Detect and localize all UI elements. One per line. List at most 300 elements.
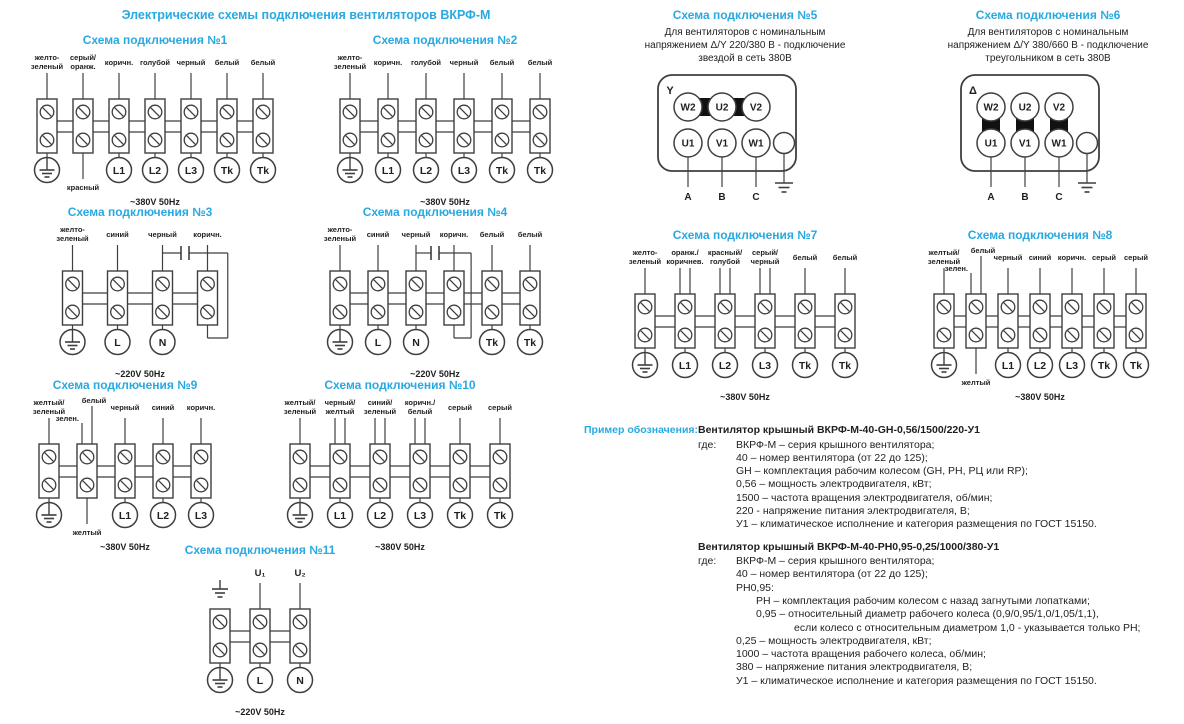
- example-where-label: где:: [698, 438, 717, 451]
- svg-text:L3: L3: [184, 164, 198, 177]
- screw-terminal-icon: [112, 133, 126, 147]
- terminal-column: [629, 248, 662, 378]
- screw-terminal-icon: [201, 277, 215, 291]
- example-entry: [698, 541, 1182, 688]
- screw-terminal-icon: [253, 643, 267, 657]
- svg-text:L1: L1: [1001, 359, 1015, 372]
- screw-terminal-icon: [485, 277, 499, 291]
- terminal-column: [56, 225, 89, 355]
- scheme-4: [310, 205, 560, 383]
- screw-terminal-icon: [485, 305, 499, 319]
- example-line: РН0,95:: [736, 581, 774, 594]
- protective-earth-icon: [37, 503, 62, 528]
- protective-earth-icon: [328, 330, 353, 355]
- scheme-description-line: Для вентиляторов с номинальным: [967, 27, 1129, 38]
- terminal-column: [208, 580, 233, 693]
- svg-text:зеленый: зеленый: [30, 62, 64, 71]
- svg-text:зеленый: зеленый: [283, 407, 317, 416]
- screw-terminal-icon: [293, 643, 307, 657]
- screw-terminal-icon: [969, 300, 983, 314]
- svg-text:Tk: Tk: [493, 509, 507, 522]
- svg-text:Tk: Tk: [453, 509, 467, 522]
- screw-terminal-icon: [937, 300, 951, 314]
- example-where-label: где:: [698, 555, 717, 568]
- example-line: где: ВКРФ-М – серия крышного вентилятора;: [698, 438, 935, 451]
- terminal-column: [111, 403, 140, 528]
- svg-text:~220V 50Hz: ~220V 50Hz: [235, 707, 285, 717]
- svg-text:B: B: [718, 192, 726, 203]
- terminal-column: [490, 58, 515, 183]
- screw-terminal-icon: [457, 105, 471, 119]
- terminal-column: [187, 403, 215, 528]
- terminal-column: [528, 58, 553, 183]
- svg-text:желто-: желто-: [327, 225, 353, 234]
- svg-text:черный: черный: [993, 253, 1023, 262]
- svg-text:L3: L3: [413, 509, 427, 522]
- screw-terminal-icon: [413, 450, 427, 464]
- terminal-column: [193, 230, 221, 325]
- svg-text:оранж./: оранж./: [671, 248, 699, 257]
- svg-text:голубой: голубой: [709, 257, 741, 266]
- svg-text:зеленый: зеленый: [927, 257, 961, 266]
- screw-terminal-icon: [1065, 300, 1079, 314]
- scheme-1-diagram: [15, 51, 295, 211]
- example-line: 40 – номер вентилятора (от 22 до 125);: [736, 451, 928, 464]
- scheme-4-diagram: [310, 223, 560, 383]
- svg-text:черный: черный: [176, 58, 206, 67]
- page-title: Электрические схемы подключения вентиляторов ВКРФ-М: [121, 8, 491, 22]
- svg-text:синий: синий: [1028, 253, 1052, 262]
- screw-terminal-icon: [80, 478, 94, 492]
- screw-terminal-icon: [333, 305, 347, 319]
- screw-terminal-icon: [373, 450, 387, 464]
- scheme-2: [320, 33, 570, 211]
- svg-text:L1: L1: [381, 164, 395, 177]
- screw-terminal-icon: [409, 277, 423, 291]
- svg-text:коричн./: коричн./: [404, 398, 436, 407]
- svg-text:белый: белый: [517, 230, 543, 239]
- svg-text:L2: L2: [419, 164, 433, 177]
- svg-text:белый: белый: [81, 396, 107, 405]
- scheme-5-svg: [646, 69, 821, 211]
- scheme-11-title: Схема подключения №11: [184, 543, 336, 557]
- terminal-column: [374, 58, 402, 183]
- svg-text:синий: синий: [366, 230, 390, 239]
- screw-terminal-icon: [838, 300, 852, 314]
- terminal-column: [480, 230, 505, 355]
- example-line: 0,25 – мощность электродвигателя, кВт;: [736, 634, 932, 647]
- earth-ground-icon: [775, 183, 793, 192]
- screw-terminal-icon: [66, 305, 80, 319]
- screw-terminal-icon: [838, 328, 852, 342]
- terminal-column: [151, 403, 176, 528]
- svg-text:U2: U2: [715, 102, 729, 114]
- svg-text:Tk: Tk: [1097, 359, 1111, 372]
- screw-terminal-icon: [42, 450, 56, 464]
- svg-text:белый: белый: [489, 58, 515, 67]
- screw-terminal-icon: [798, 328, 812, 342]
- terminal-column: [666, 248, 703, 378]
- svg-text:серый: серый: [1092, 253, 1116, 262]
- svg-text:зеленый: зеленый: [323, 234, 357, 243]
- screw-terminal-icon: [798, 300, 812, 314]
- svg-text:Tk: Tk: [523, 336, 537, 349]
- svg-text:L3: L3: [194, 509, 208, 522]
- svg-text:~380V 50Hz: ~380V 50Hz: [420, 197, 470, 207]
- capacitor-symbol: [416, 246, 471, 260]
- terminal-column: [440, 230, 468, 325]
- svg-text:N: N: [296, 674, 304, 687]
- example-line: GH – комплектация рабочим колесом (GH, PH, РЦ или RP);: [736, 465, 1028, 478]
- svg-text:белый: белый: [970, 246, 996, 255]
- screw-terminal-icon: [156, 305, 170, 319]
- example-line: если колесо с относительным диаметром 1,0 - указывается только РН;: [794, 621, 1141, 634]
- example-line: 380 – напряжение питания электродвигателя, В;: [736, 661, 973, 674]
- screw-terminal-icon: [184, 105, 198, 119]
- svg-text:L2: L2: [373, 509, 387, 522]
- svg-text:синий: синий: [106, 230, 129, 239]
- screw-terminal-icon: [758, 328, 772, 342]
- scheme-9: [20, 378, 230, 556]
- svg-text:оранж.: оранж.: [70, 62, 96, 71]
- scheme-8-diagram: [915, 246, 1165, 406]
- screw-terminal-icon: [419, 133, 433, 147]
- terminal-column: [708, 248, 743, 378]
- terminal-column: [1058, 253, 1086, 378]
- svg-text:W2: W2: [680, 102, 696, 114]
- screw-terminal-icon: [638, 328, 652, 342]
- protective-earth-icon: [633, 353, 658, 378]
- screw-terminal-icon: [493, 478, 507, 492]
- screw-terminal-icon: [419, 105, 433, 119]
- screw-terminal-icon: [220, 105, 234, 119]
- svg-text:зелен.: зелен.: [55, 414, 79, 423]
- neutral-terminal: [774, 133, 795, 154]
- screw-terminal-icon: [66, 277, 80, 291]
- screw-terminal-icon: [758, 300, 772, 314]
- scheme-7-diagram: [615, 246, 875, 406]
- terminal-column: [334, 53, 367, 183]
- svg-text:коричн.: коричн.: [186, 403, 216, 412]
- screw-terminal-icon: [718, 328, 732, 342]
- scheme-10-svg: [270, 396, 530, 556]
- scheme-6-diagram: [915, 69, 1181, 211]
- screw-terminal-icon: [413, 478, 427, 492]
- svg-text:серый/: серый/: [69, 53, 97, 62]
- scheme-5-title: Схема подключения №5: [672, 8, 818, 22]
- terminal-column: [518, 230, 543, 355]
- terminal-column: [366, 230, 391, 355]
- svg-text:черный: черный: [110, 403, 140, 412]
- svg-text:Tk: Tk: [495, 164, 509, 177]
- screw-terminal-icon: [156, 277, 170, 291]
- svg-text:L: L: [374, 336, 382, 349]
- terminal-column: [405, 398, 436, 528]
- terminal-column: [324, 225, 357, 355]
- designation-example: [584, 424, 1182, 688]
- svg-text:белый: белый: [479, 230, 505, 239]
- screw-terminal-icon: [76, 105, 90, 119]
- example-line: 1000 – частота вращения рабочего колеса, об/мин;: [736, 648, 986, 661]
- terminal-column: [833, 253, 858, 378]
- svg-text:Y: Y: [666, 85, 674, 97]
- svg-text:V2: V2: [749, 102, 763, 114]
- svg-text:B: B: [1021, 192, 1029, 203]
- screw-terminal-icon: [1097, 300, 1111, 314]
- scheme-description-line: треугольником в сеть 380В: [985, 53, 1111, 64]
- svg-text:W2: W2: [983, 102, 999, 114]
- screw-terminal-icon: [213, 643, 227, 657]
- scheme-7-svg: [615, 246, 875, 406]
- protective-earth-icon: [35, 158, 60, 183]
- terminal-column: [450, 58, 479, 183]
- svg-text:Tk: Tk: [533, 164, 547, 177]
- screw-terminal-icon: [495, 105, 509, 119]
- scheme-2-title: Схема подключения №2: [372, 33, 518, 47]
- svg-text:C: C: [752, 192, 760, 203]
- scheme-5-diagram: [612, 69, 878, 211]
- example-line: У1 – климатическое исполнение и категория размещения по ГОСТ 15150.: [736, 674, 1097, 687]
- scheme-5: [612, 8, 878, 211]
- svg-text:L1: L1: [678, 359, 692, 372]
- protective-earth-icon: [288, 503, 313, 528]
- svg-text:Tk: Tk: [256, 164, 270, 177]
- scheme-7: [615, 228, 875, 406]
- svg-text:~220V 50Hz: ~220V 50Hz: [410, 369, 460, 379]
- svg-text:черный: черный: [750, 257, 780, 266]
- terminal-column: [148, 230, 177, 355]
- screw-terminal-icon: [371, 305, 385, 319]
- scheme-2-svg: [321, 51, 569, 211]
- screw-terminal-icon: [1001, 328, 1015, 342]
- svg-text:L2: L2: [1033, 359, 1047, 372]
- svg-text:зеленый: зеленый: [32, 407, 66, 416]
- screw-terminal-icon: [718, 300, 732, 314]
- screw-terminal-icon: [1001, 300, 1015, 314]
- screw-terminal-icon: [201, 305, 215, 319]
- example-entry: [698, 424, 1182, 532]
- svg-text:L1: L1: [118, 509, 132, 522]
- svg-text:V1: V1: [715, 138, 729, 150]
- svg-text:L2: L2: [156, 509, 170, 522]
- svg-text:синий/: синий/: [367, 398, 393, 407]
- scheme-description-line: звездой в сеть 380В: [698, 53, 792, 64]
- screw-terminal-icon: [1097, 328, 1111, 342]
- svg-text:~220V 50Hz: ~220V 50Hz: [115, 369, 165, 379]
- svg-text:коричн.: коричн.: [104, 58, 134, 67]
- scheme-11-svg: [190, 561, 330, 721]
- scheme-9-title: Схема подключения №9: [52, 378, 198, 392]
- screw-terminal-icon: [1129, 300, 1143, 314]
- svg-text:белый: белый: [214, 58, 240, 67]
- screw-terminal-icon: [111, 277, 125, 291]
- scheme-description-line: напряжением Δ/Y 220/380 В - подключение: [644, 40, 846, 51]
- screw-terminal-icon: [678, 328, 692, 342]
- svg-text:зелен.: зелен.: [944, 264, 968, 273]
- terminal-column: [1092, 253, 1117, 378]
- screw-terminal-icon: [447, 277, 461, 291]
- svg-text:U₁: U₁: [254, 568, 266, 579]
- svg-text:W1: W1: [748, 138, 764, 150]
- screw-terminal-icon: [373, 478, 387, 492]
- svg-text:зеленый: зеленый: [628, 257, 662, 266]
- terminal-column: [411, 58, 441, 183]
- svg-text:желтый/: желтый/: [928, 248, 960, 257]
- svg-text:белый: белый: [832, 253, 858, 262]
- screw-terminal-icon: [937, 328, 951, 342]
- screw-terminal-icon: [80, 450, 94, 464]
- svg-text:зеленый: зеленый: [333, 62, 367, 71]
- screw-terminal-icon: [333, 478, 347, 492]
- svg-text:голубой: голубой: [410, 58, 442, 67]
- example-label: Пример обозначения:: [584, 424, 699, 436]
- svg-text:белый: белый: [527, 58, 553, 67]
- screw-terminal-icon: [256, 133, 270, 147]
- screw-terminal-icon: [156, 478, 170, 492]
- svg-text:L3: L3: [1065, 359, 1079, 372]
- svg-text:V1: V1: [1018, 138, 1032, 150]
- svg-text:~380V 50Hz: ~380V 50Hz: [1015, 392, 1065, 402]
- screw-terminal-icon: [409, 305, 423, 319]
- svg-text:желто-: желто-: [60, 225, 85, 234]
- scheme-6-svg: [949, 69, 1124, 211]
- svg-text:Tk: Tk: [798, 359, 812, 372]
- svg-text:желтый: желтый: [325, 407, 355, 416]
- screw-terminal-icon: [184, 133, 198, 147]
- screw-terminal-icon: [118, 450, 132, 464]
- terminal-column: [488, 403, 513, 528]
- scheme-11: [160, 543, 360, 721]
- svg-text:L: L: [256, 674, 264, 687]
- scheme-8: [915, 228, 1165, 406]
- scheme-9-svg: [20, 396, 230, 556]
- scheme-9-diagram: [20, 396, 230, 556]
- scheme-11-diagram: [190, 561, 330, 721]
- svg-text:U₂: U₂: [294, 568, 306, 579]
- screw-terminal-icon: [523, 305, 537, 319]
- svg-text:~380V 50Hz: ~380V 50Hz: [375, 542, 425, 552]
- svg-text:серый: серый: [1124, 253, 1148, 262]
- terminal-column: [1124, 253, 1149, 378]
- svg-text:голубой: голубой: [139, 58, 171, 67]
- protective-earth-icon: [338, 158, 363, 183]
- svg-text:U2: U2: [1018, 102, 1032, 114]
- svg-text:N: N: [412, 336, 420, 349]
- svg-text:L3: L3: [457, 164, 471, 177]
- scheme-8-svg: [918, 246, 1162, 406]
- svg-text:белый: белый: [407, 407, 433, 416]
- terminal-column: [31, 53, 64, 183]
- svg-text:синий: синий: [151, 403, 175, 412]
- screw-terminal-icon: [148, 105, 162, 119]
- svg-text:черный: черный: [148, 230, 177, 239]
- terminal-column: [67, 53, 100, 192]
- scheme-1-svg: [19, 51, 291, 211]
- svg-text:V2: V2: [1052, 102, 1066, 114]
- scheme-6-title: Схема подключения №6: [975, 8, 1121, 22]
- example-line: 40 – номер вентилятора (от 22 до 125);: [736, 568, 928, 581]
- screw-terminal-icon: [40, 105, 54, 119]
- svg-text:W1: W1: [1051, 138, 1067, 150]
- example-line: 0,56 – мощность электродвигателя, кВт;: [736, 478, 932, 491]
- scheme-4-svg: [311, 223, 559, 383]
- svg-text:красный: красный: [66, 183, 100, 192]
- example-line: У1 – климатическое исполнение и категория размещения по ГОСТ 15150.: [736, 518, 1097, 531]
- screw-terminal-icon: [533, 105, 547, 119]
- earth-ground-icon: [1078, 183, 1096, 192]
- scheme-description-line: Для вентиляторов с номинальным: [664, 27, 826, 38]
- scheme-5-description: [612, 26, 878, 65]
- svg-text:L2: L2: [718, 359, 732, 372]
- scheme-3-svg: [40, 223, 240, 383]
- screw-terminal-icon: [453, 450, 467, 464]
- svg-text:желто-: желто-: [632, 248, 658, 257]
- svg-text:черный: черный: [401, 230, 431, 239]
- svg-text:~380V 50Hz: ~380V 50Hz: [720, 392, 770, 402]
- screw-terminal-icon: [220, 133, 234, 147]
- terminal-column: [284, 398, 317, 528]
- neutral-terminal: [1077, 133, 1098, 154]
- scheme-1: [15, 33, 295, 211]
- screw-terminal-icon: [42, 478, 56, 492]
- screw-terminal-icon: [111, 305, 125, 319]
- screw-terminal-icon: [293, 478, 307, 492]
- svg-text:белый: белый: [250, 58, 276, 67]
- screw-terminal-icon: [253, 615, 267, 629]
- scheme-10: [270, 378, 530, 556]
- svg-text:коричн.: коричн.: [373, 58, 403, 67]
- protective-earth-icon: [60, 330, 85, 355]
- svg-text:Tk: Tk: [1129, 359, 1143, 372]
- scheme-10-title: Схема подключения №10: [324, 378, 476, 392]
- terminal-column: [994, 253, 1023, 378]
- scheme-4-title: Схема подключения №4: [362, 205, 508, 219]
- screw-terminal-icon: [371, 277, 385, 291]
- scheme-3: [40, 205, 240, 383]
- svg-text:A: A: [684, 192, 692, 203]
- terminal-column: [288, 568, 313, 693]
- svg-text:C: C: [1055, 192, 1063, 203]
- svg-text:U1: U1: [984, 138, 998, 150]
- screw-terminal-icon: [969, 328, 983, 342]
- screw-terminal-icon: [1033, 300, 1047, 314]
- svg-text:~380V 50Hz: ~380V 50Hz: [130, 197, 180, 207]
- svg-text:черный/: черный/: [324, 398, 356, 407]
- screw-terminal-icon: [333, 450, 347, 464]
- capacitor-symbol: [163, 246, 228, 260]
- screw-terminal-icon: [523, 277, 537, 291]
- scheme-7-title: Схема подключения №7: [672, 228, 818, 242]
- screw-terminal-icon: [293, 615, 307, 629]
- screw-terminal-icon: [453, 478, 467, 492]
- example-title: Вентилятор крышный ВКРФ-М-40-GH-0,56/1500/220-У1: [698, 424, 980, 436]
- svg-text:Tk: Tk: [220, 164, 234, 177]
- terminal-column: [793, 253, 818, 378]
- screw-terminal-icon: [447, 305, 461, 319]
- screw-terminal-icon: [533, 133, 547, 147]
- scheme-8-title: Схема подключения №8: [967, 228, 1113, 242]
- terminal-column: [177, 58, 206, 183]
- svg-text:коричн.: коричн.: [1057, 253, 1087, 262]
- svg-text:A: A: [987, 192, 995, 203]
- terminal-column: [402, 230, 431, 355]
- screw-terminal-icon: [194, 478, 208, 492]
- example-entries: [698, 424, 1182, 688]
- screw-terminal-icon: [156, 450, 170, 464]
- svg-text:L: L: [114, 336, 121, 349]
- svg-text:черный: черный: [449, 58, 479, 67]
- example-line: где: ВКРФ-М – серия крышного вентилятора;: [698, 555, 935, 568]
